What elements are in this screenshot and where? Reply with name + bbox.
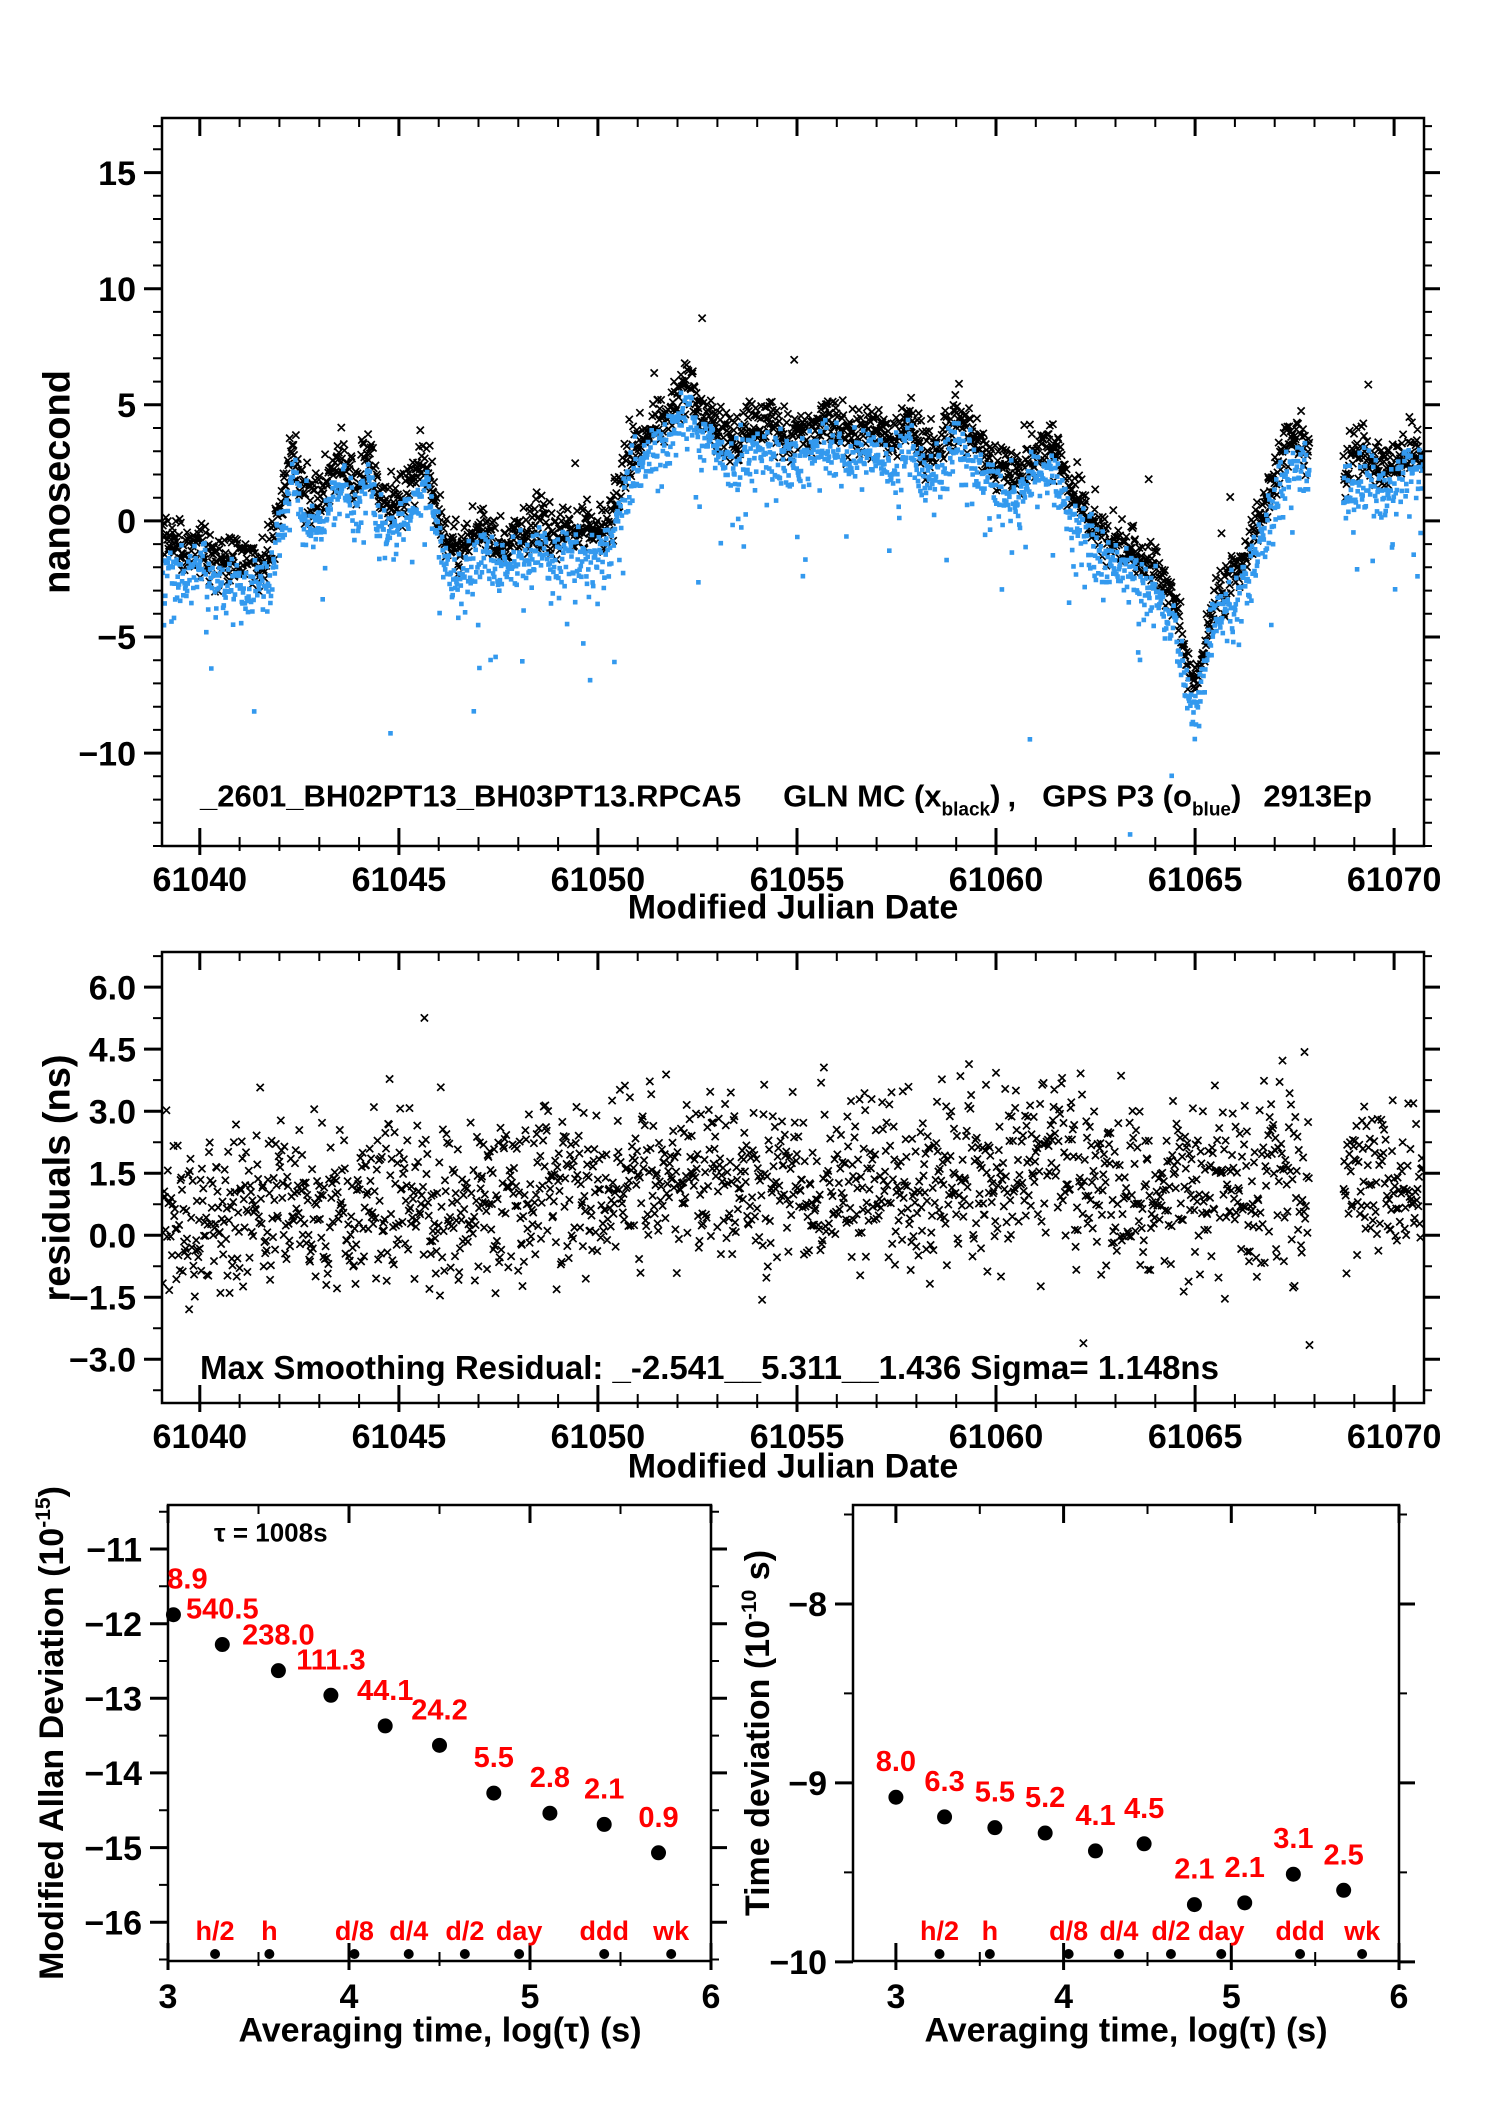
title-series1: GLN MC (x — [783, 778, 942, 814]
svg-text:3: 3 — [886, 1977, 906, 2016]
svg-text:0.0: 0.0 — [88, 1217, 136, 1256]
svg-text:61050: 61050 — [550, 860, 646, 899]
title-series1-close: ) — [990, 778, 1001, 814]
svg-text:1.5: 1.5 — [88, 1155, 136, 1194]
tdev-y-axis-title — [738, 1550, 778, 1916]
residuals-x-axis-title: Modified Julian Date — [627, 1447, 959, 1486]
svg-text:day: day — [1197, 1916, 1245, 1946]
max-smoothing-residual-annotation: Max Smoothing Residual: _-2.541__5.311__1.436 Sigma= 1.148ns — [200, 1349, 1219, 1386]
tdev-x-axis-title: Averaging time, log(τ) (s) — [924, 2011, 1328, 2050]
svg-text:h/2: h/2 — [920, 1916, 960, 1946]
tdev-y-title-close: s) — [739, 1549, 777, 1590]
phase-y-axis-title: nanosecond — [36, 370, 79, 594]
svg-text:61065: 61065 — [1147, 860, 1243, 899]
svg-text:4: 4 — [339, 1977, 359, 2016]
title-series1-subscript: black — [941, 799, 991, 821]
svg-text:−8: −8 — [788, 1586, 827, 1625]
title-series2-close: ) — [1231, 778, 1242, 814]
svg-text:day: day — [495, 1916, 543, 1946]
svg-text:−1.5: −1.5 — [68, 1279, 136, 1318]
svg-text:3.0: 3.0 — [88, 1093, 136, 1132]
title-comma: , — [1007, 778, 1017, 814]
title-series2: GPS P3 (o — [1042, 778, 1192, 814]
svg-text:−11: −11 — [86, 1531, 142, 1570]
svg-text:d/8: d/8 — [334, 1916, 374, 1946]
svg-text:−10: −10 — [78, 735, 136, 774]
svg-text:−15: −15 — [84, 1829, 142, 1868]
svg-text:4: 4 — [1054, 1977, 1074, 2016]
svg-text:ddd: ddd — [1275, 1916, 1325, 1946]
svg-text:h: h — [981, 1916, 999, 1946]
svg-text:8.0: 8.0 — [875, 1746, 917, 1779]
svg-text:−14: −14 — [84, 1755, 142, 1794]
svg-text:ddd: ddd — [579, 1916, 629, 1946]
svg-text:44.1: 44.1 — [356, 1674, 414, 1707]
mdev-y-axis-title — [32, 1486, 72, 1980]
svg-text:2.5: 2.5 — [1323, 1839, 1364, 1872]
mdev-y-title-exponent: -15 — [32, 1497, 55, 1528]
svg-text:−9: −9 — [788, 1765, 827, 1804]
svg-text:238.0: 238.0 — [242, 1619, 315, 1652]
svg-text:10: 10 — [98, 270, 136, 309]
svg-text:d/8: d/8 — [1049, 1916, 1089, 1946]
svg-text:−10: −10 — [769, 1944, 827, 1983]
svg-text:540.5: 540.5 — [186, 1593, 259, 1626]
svg-text:61065: 61065 — [1147, 1417, 1243, 1456]
svg-text:2.1: 2.1 — [584, 1773, 625, 1806]
svg-text:2.1: 2.1 — [1224, 1851, 1265, 1884]
svg-text:5: 5 — [1221, 1977, 1241, 2016]
phase-plot-title — [200, 779, 1372, 822]
svg-text:0.9: 0.9 — [638, 1801, 679, 1834]
svg-text:h: h — [261, 1916, 278, 1946]
svg-text:61040: 61040 — [152, 860, 248, 899]
svg-text:6: 6 — [1389, 1977, 1409, 2016]
residuals-plot-points — [159, 1014, 1426, 1348]
svg-text:3.1: 3.1 — [1273, 1823, 1314, 1856]
svg-text:61070: 61070 — [1346, 1417, 1442, 1456]
mdev-plot — [84, 1505, 727, 2016]
svg-text:61050: 61050 — [550, 1417, 646, 1456]
svg-text:−16: −16 — [84, 1904, 142, 1943]
title-series2-subscript: blue — [1191, 799, 1231, 821]
svg-text:61055: 61055 — [749, 1417, 845, 1456]
svg-text:15: 15 — [98, 154, 136, 193]
residuals-y-axis-title: residuals (ns) — [36, 1054, 79, 1302]
svg-text:61060: 61060 — [948, 860, 1044, 899]
svg-text:5.5: 5.5 — [974, 1776, 1016, 1809]
svg-text:d/4: d/4 — [389, 1916, 429, 1946]
svg-text:wk: wk — [653, 1916, 690, 1946]
svg-text:h/2: h/2 — [195, 1916, 235, 1946]
tdev-y-title-text: Time deviation (10 — [739, 1620, 777, 1917]
mdev-y-title-close: ) — [33, 1486, 71, 1498]
svg-text:d/2: d/2 — [1151, 1916, 1191, 1946]
svg-text:61045: 61045 — [351, 1417, 447, 1456]
svg-text:61060: 61060 — [948, 1417, 1044, 1456]
svg-text:0: 0 — [117, 503, 136, 542]
phase-x-axis-title: Modified Julian Date — [627, 888, 959, 927]
svg-text:4.5: 4.5 — [88, 1031, 136, 1070]
svg-text:61070: 61070 — [1346, 860, 1442, 899]
svg-text:6.3: 6.3 — [924, 1765, 965, 1798]
svg-text:−5: −5 — [97, 619, 136, 658]
svg-text:4.1: 4.1 — [1075, 1799, 1116, 1832]
tdev-plot — [769, 1505, 1415, 2016]
svg-text:d/4: d/4 — [1099, 1916, 1139, 1946]
phase-plot-points — [159, 315, 1427, 837]
svg-text:6: 6 — [701, 1977, 721, 2016]
title-epoch-count: 2913Ep — [1263, 778, 1372, 814]
svg-text:61055: 61055 — [749, 860, 845, 899]
svg-text:−12: −12 — [84, 1605, 142, 1644]
svg-text:5: 5 — [117, 387, 136, 426]
svg-text:61045: 61045 — [351, 860, 447, 899]
svg-text:4.5: 4.5 — [1123, 1792, 1165, 1825]
svg-text:3: 3 — [158, 1977, 178, 2016]
svg-text:5.5: 5.5 — [473, 1742, 514, 1775]
svg-text:−13: −13 — [84, 1680, 142, 1719]
svg-text:24.2: 24.2 — [411, 1694, 468, 1727]
title-filename: _2601_BH02PT13_BH03PT13.RPCA5 — [200, 778, 742, 814]
svg-text:5: 5 — [520, 1977, 540, 2016]
tau-annotation: τ = 1008s — [214, 1517, 328, 1548]
mdev-y-title-text: Modified Allan Deviation (10 — [33, 1527, 71, 1980]
svg-text:wk: wk — [1344, 1916, 1381, 1946]
svg-text:2.8: 2.8 — [529, 1762, 571, 1795]
svg-text:6.0: 6.0 — [88, 969, 136, 1008]
mdev-x-axis-title: Averaging time, log(τ) (s) — [238, 2011, 642, 2050]
tdev-y-title-exponent: -10 — [738, 1589, 761, 1621]
svg-text:2.1: 2.1 — [1174, 1853, 1215, 1886]
svg-text:61040: 61040 — [152, 1417, 248, 1456]
svg-text:d/2: d/2 — [445, 1916, 485, 1946]
svg-text:5.2: 5.2 — [1025, 1782, 1066, 1815]
svg-text:111.3: 111.3 — [296, 1644, 366, 1677]
svg-text:8.9: 8.9 — [167, 1563, 208, 1596]
svg-text:−3.0: −3.0 — [68, 1341, 136, 1380]
